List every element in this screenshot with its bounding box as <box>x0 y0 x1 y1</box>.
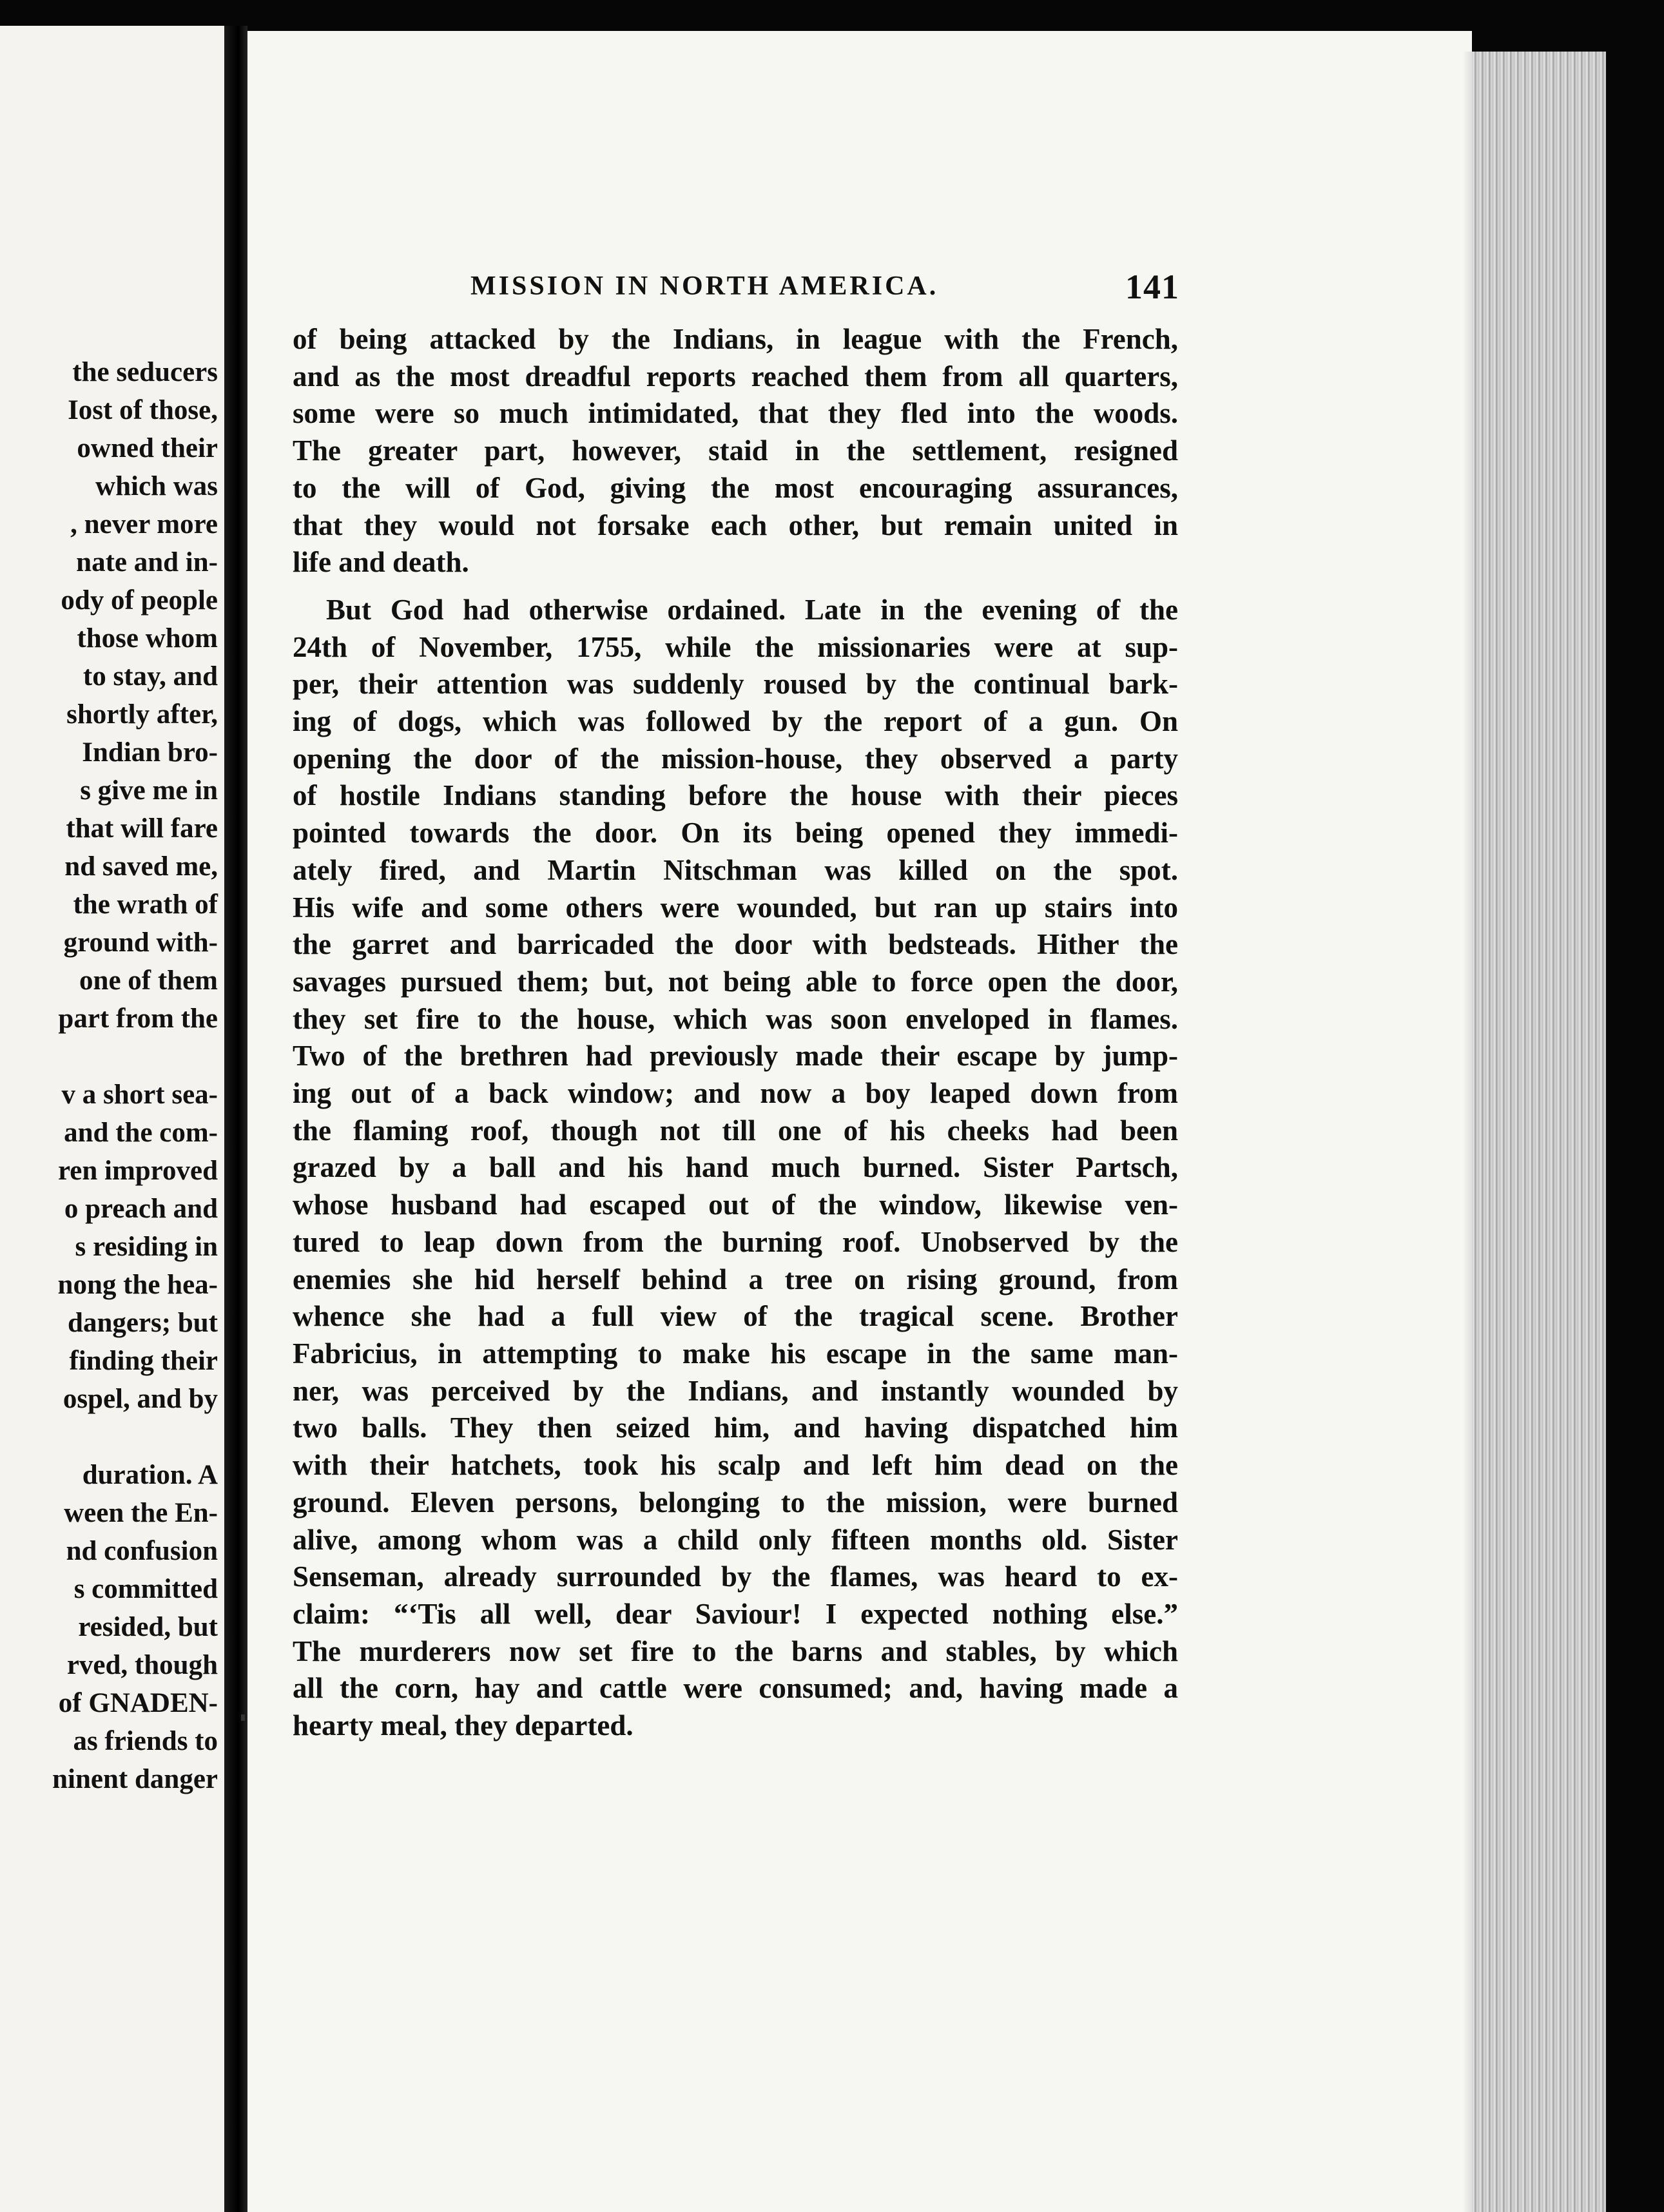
text-line: that they would not forsake each other, but remain united in <box>293 509 1178 541</box>
text-line: But God had otherwise ordained. Late in the evening of the <box>326 593 1178 626</box>
left-page-line: Iost of those, <box>68 395 218 425</box>
page-number: 141 <box>1125 267 1179 306</box>
left-page-line: ody of people <box>61 585 218 616</box>
text-line: alive, among whom was a child only fifteen months old. Sister <box>293 1523 1178 1556</box>
text-line: claim: “‘Tis all well, dear Saviour! I expected nothing else.” <box>293 1597 1178 1630</box>
page-block-edge <box>1472 52 1606 2212</box>
text-line: Senseman, already surrounded by the flames, was heard to ex- <box>293 1560 1178 1593</box>
left-page-line: rved, though <box>66 1650 218 1680</box>
text-line: opening the door of the mission-house, they observed a party <box>293 742 1178 775</box>
margin-speck <box>241 1714 245 1721</box>
left-page-line: o preach and <box>64 1194 218 1224</box>
running-header <box>470 267 1179 309</box>
left-page-line: ninent danger <box>52 1764 218 1794</box>
text-line: pointed towards the door. On its being opened they immedi- <box>293 817 1178 849</box>
paragraph-gap <box>293 581 1178 592</box>
text-line: life and death. <box>293 546 469 579</box>
text-line: of hostile Indians standing before the house with their pieces <box>293 779 1178 812</box>
text-line: 24th of November, 1755, while the missionaries were at sup- <box>293 630 1178 663</box>
text-line: the flaming roof, though not till one of his cheeks had been <box>293 1114 1178 1147</box>
left-page-line: nd saved me, <box>64 851 218 882</box>
left-page-line: s committed <box>73 1574 218 1604</box>
left-page-line: that will fare <box>66 813 218 844</box>
left-page-line: ospel, and by <box>63 1384 218 1414</box>
text-line: ately fired, and Martin Nitschman was killed on the spot. <box>293 853 1178 886</box>
book-gutter <box>224 26 247 2212</box>
text-line: they set fire to the house, which was soon enveloped in flames. <box>293 1002 1178 1035</box>
left-page-line: one of them <box>79 965 218 996</box>
text-line: hearty meal, they departed. <box>293 1709 634 1742</box>
text-line: whose husband had escaped out of the window, likewise ven- <box>293 1188 1178 1221</box>
left-page-line: resided, but <box>78 1612 218 1642</box>
text-line: ing of dogs, which was followed by the report of a gun. On <box>293 705 1178 738</box>
text-line: to the will of God, giving the most encouraging assurances, <box>293 471 1178 504</box>
text-line: per, their attention was suddenly roused by the continual bark- <box>293 668 1178 701</box>
left-page-line: duration. A <box>82 1460 218 1490</box>
left-page-line: nate and in- <box>76 547 218 577</box>
left-page-line: finding their <box>69 1346 218 1376</box>
left-page-line: Indian bro- <box>82 737 218 768</box>
text-line: some were so much intimidated, that they fled into the woods. <box>293 397 1178 430</box>
left-page-line: those whom <box>77 623 218 654</box>
left-page-line: s residing in <box>75 1232 218 1262</box>
left-page-line: of GNADEN- <box>58 1688 218 1718</box>
left-page-line: nong the hea- <box>57 1270 218 1300</box>
left-page-line: ren improved <box>57 1156 218 1186</box>
left-page-line: , never more <box>70 509 218 539</box>
left-page-line <box>0 1418 218 1456</box>
left-page-fragment <box>0 26 224 2212</box>
left-page-line: to stay, and <box>82 661 218 692</box>
text-line: savages pursued them; but, not being able to force open the door, <box>293 965 1178 998</box>
left-page-line: and the com- <box>64 1118 218 1148</box>
left-page-line: dangers; but <box>68 1308 218 1338</box>
left-page-line: s give me in <box>80 775 218 806</box>
left-page-line: ground with- <box>63 927 218 958</box>
text-line: and as the most dreadful reports reached them from all quarters, <box>293 360 1178 393</box>
text-line: the garret and barricaded the door with bedsteads. Hither the <box>293 928 1178 961</box>
text-line: Fabricius, in attempting to make his escape in the same man- <box>293 1337 1178 1370</box>
body-text <box>293 321 1178 1745</box>
running-title: MISSION IN NORTH AMERICA. <box>470 271 939 301</box>
text-line: of being attacked by the Indians, in league with the French, <box>293 323 1178 355</box>
text-line: enemies she hid herself behind a tree on rising ground, from <box>293 1263 1178 1295</box>
text-line: grazed by a ball and his hand much burned. Sister Partsch, <box>293 1151 1178 1184</box>
left-page-line: shortly after, <box>66 699 218 730</box>
left-page-text <box>0 353 218 1798</box>
text-line: ground. Eleven persons, belonging to the mission, were burned <box>293 1486 1178 1518</box>
left-page-line: v a short sea- <box>61 1080 218 1110</box>
left-page-line: the seducers <box>72 357 218 387</box>
left-page-line: ween the En- <box>64 1498 218 1528</box>
left-page-line: owned their <box>77 433 218 463</box>
text-line: ing out of a back window; and now a boy leaped down from <box>293 1077 1178 1110</box>
text-line: whence she had a full view of the tragical scene. Brother <box>293 1300 1178 1333</box>
text-line: two balls. They then seized him, and having dispatched him <box>293 1412 1178 1444</box>
left-page-line: the wrath of <box>73 889 218 920</box>
text-line: The murderers now set fire to the barns and stables, by which <box>293 1635 1178 1667</box>
text-line: with their hatchets, took his scalp and left him dead on the <box>293 1449 1178 1482</box>
left-page-line: nd confusion <box>66 1536 218 1566</box>
text-line: The greater part, however, staid in the settlement, resigned <box>293 434 1178 467</box>
left-page-line: as friends to <box>73 1726 218 1756</box>
left-page-line: which was <box>95 471 218 501</box>
text-line: His wife and some others were wounded, but ran up stairs into <box>293 891 1178 924</box>
text-line: ner, was perceived by the Indians, and instantly wounded by <box>293 1374 1178 1407</box>
text-line: all the corn, hay and cattle were consumed; and, having made a <box>293 1672 1178 1705</box>
left-page-line <box>0 1038 218 1076</box>
text-line: Two of the brethren had previously made their escape by jump- <box>293 1040 1178 1072</box>
text-line: tured to leap down from the burning roof. Unobserved by the <box>293 1225 1178 1258</box>
left-page-line: part from the <box>58 1004 218 1034</box>
